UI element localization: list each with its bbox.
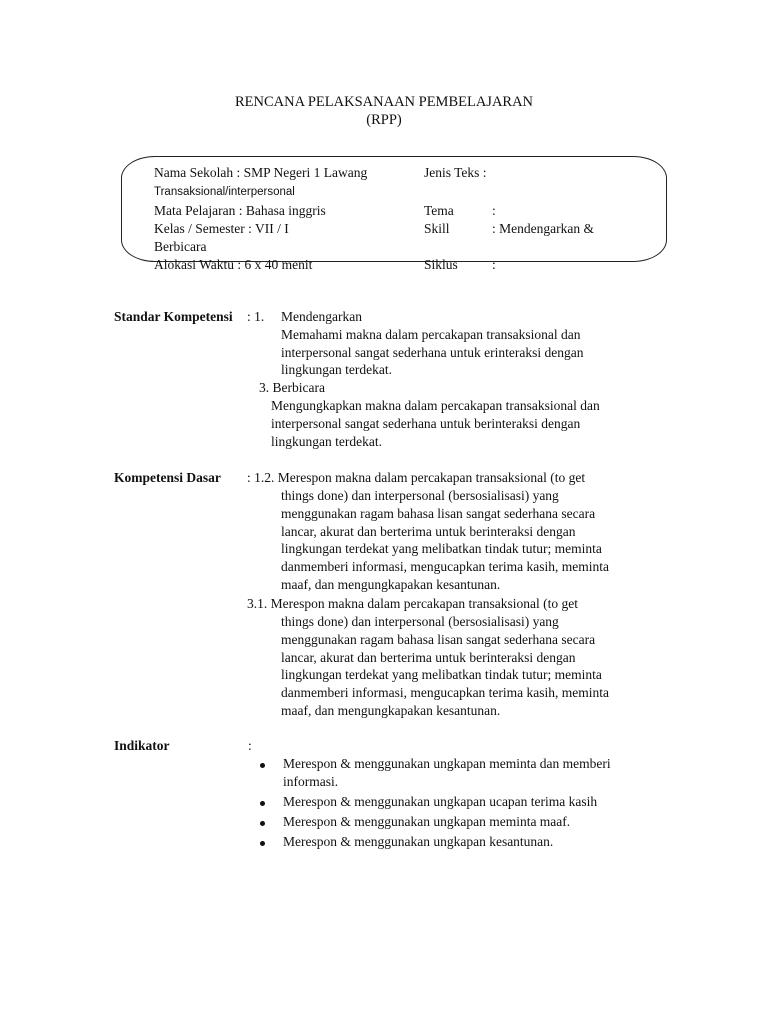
kompetensi-item2-line: things done) dan interpersonal (bersosialisasi) yang [281,614,559,629]
bullet-icon [260,841,265,846]
kompetensi-item1-line: things done) dan interpersonal (bersosialisasi) yang [281,488,559,503]
kompetensi-item2-line: maaf, dan mengungkapakan kesantunan. [281,703,501,718]
kompetensi-item2-line: danmemberi informasi, mengucapkan terima kasih, meminta [281,685,610,700]
kompetensi-item2-line: lancar, akurat dan berterima untuk berinteraksi dengan [281,650,576,665]
kelas-semester: Kelas / Semester : VII / I [154,221,289,236]
standar-item2-title: 3. Berbicara [259,380,325,395]
mata-pelajaran: Mata Pelajaran : Bahasa inggris [154,203,326,218]
siklus-value: : [492,257,496,272]
kompetensi-item2-line: menggunakan ragam bahasa lisan sangat sederhana secara [281,632,596,647]
standar-item1-line: Memahami makna dalam percakapan transaksional dan [281,327,581,342]
kompetensi-item1-line: danmemberi informasi, mengucapkan terima kasih, meminta [281,559,610,574]
bullet-icon [260,801,265,806]
document-subtitle: (RPP) [366,112,402,128]
indikator-item-cont: informasi. [283,774,339,789]
standar-item1-title: Mendengarkan [281,309,362,324]
kompetensi-item1-line: lancar, akurat dan berterima untuk berinteraksi dengan [281,524,576,539]
nama-sekolah: Nama Sekolah : SMP Negeri 1 Lawang [154,165,368,180]
indikator-item: Merespon & menggunakan ungkapan meminta maaf. [283,814,571,829]
kompetensi-item1-first: : 1.2. Merespon makna dalam percakapan transaksional (to get [247,470,586,485]
standar-kompetensi-number: : 1. [247,309,265,324]
standar-item1-line: lingkungan terdekat. [281,362,392,377]
standar-item2-line: Mengungkapkan makna dalam percakapan transaksional dan [271,398,600,413]
jenis-teks-label: Jenis Teks : [424,165,487,180]
kompetensi-item2-first: 3.1. Merespon makna dalam percakapan transaksional (to get [247,596,579,611]
kompetensi-dasar-label: Kompetensi Dasar [114,470,221,485]
kompetensi-item1-line: lingkungan terdekat yang melibatkan tindak tutur; meminta [281,541,602,556]
indikator-item: Merespon & menggunakan ungkapan kesantunan. [283,834,554,849]
standar-item2-line: lingkungan terdekat. [271,434,382,449]
indikator-item: Merespon & menggunakan ungkapan ucapan terima kasih [283,794,598,809]
alokasi-waktu: Alokasi Waktu : 6 x 40 menit [154,257,313,272]
standar-kompetensi-label: Standar Kompetensi [114,309,233,324]
document-title: RENCANA PELAKSANAAN PEMBELAJARAN [234,94,534,110]
skill-label: Skill [424,221,450,236]
jenis-teks-value: Transaksional/interpersonal [154,186,295,198]
skill-value-cont: Berbicara [154,239,207,254]
indikator-item: Merespon & menggunakan ungkapan meminta dan memberi [283,756,611,771]
bullet-icon [260,763,265,768]
kompetensi-item1-line: maaf, dan mengungkapakan kesantunan. [281,577,501,592]
tema-value: : [492,203,496,218]
kompetensi-item2-line: lingkungan terdekat yang melibatkan tindak tutur; meminta [281,667,602,682]
standar-item1-line: interpersonal sangat sederhana untuk erinteraksi dengan [281,345,584,360]
siklus-label: Siklus [424,257,458,272]
kompetensi-item1-line: menggunakan ragam bahasa lisan sangat sederhana secara [281,506,596,521]
tema-label: Tema [424,203,454,218]
indikator-label: Indikator [114,738,170,753]
standar-item2-line: interpersonal sangat sederhana untuk berinteraksi dengan [271,416,581,431]
bullet-icon [260,821,265,826]
indikator-colon: : [248,738,252,753]
skill-value: : Mendengarkan & [492,221,594,236]
